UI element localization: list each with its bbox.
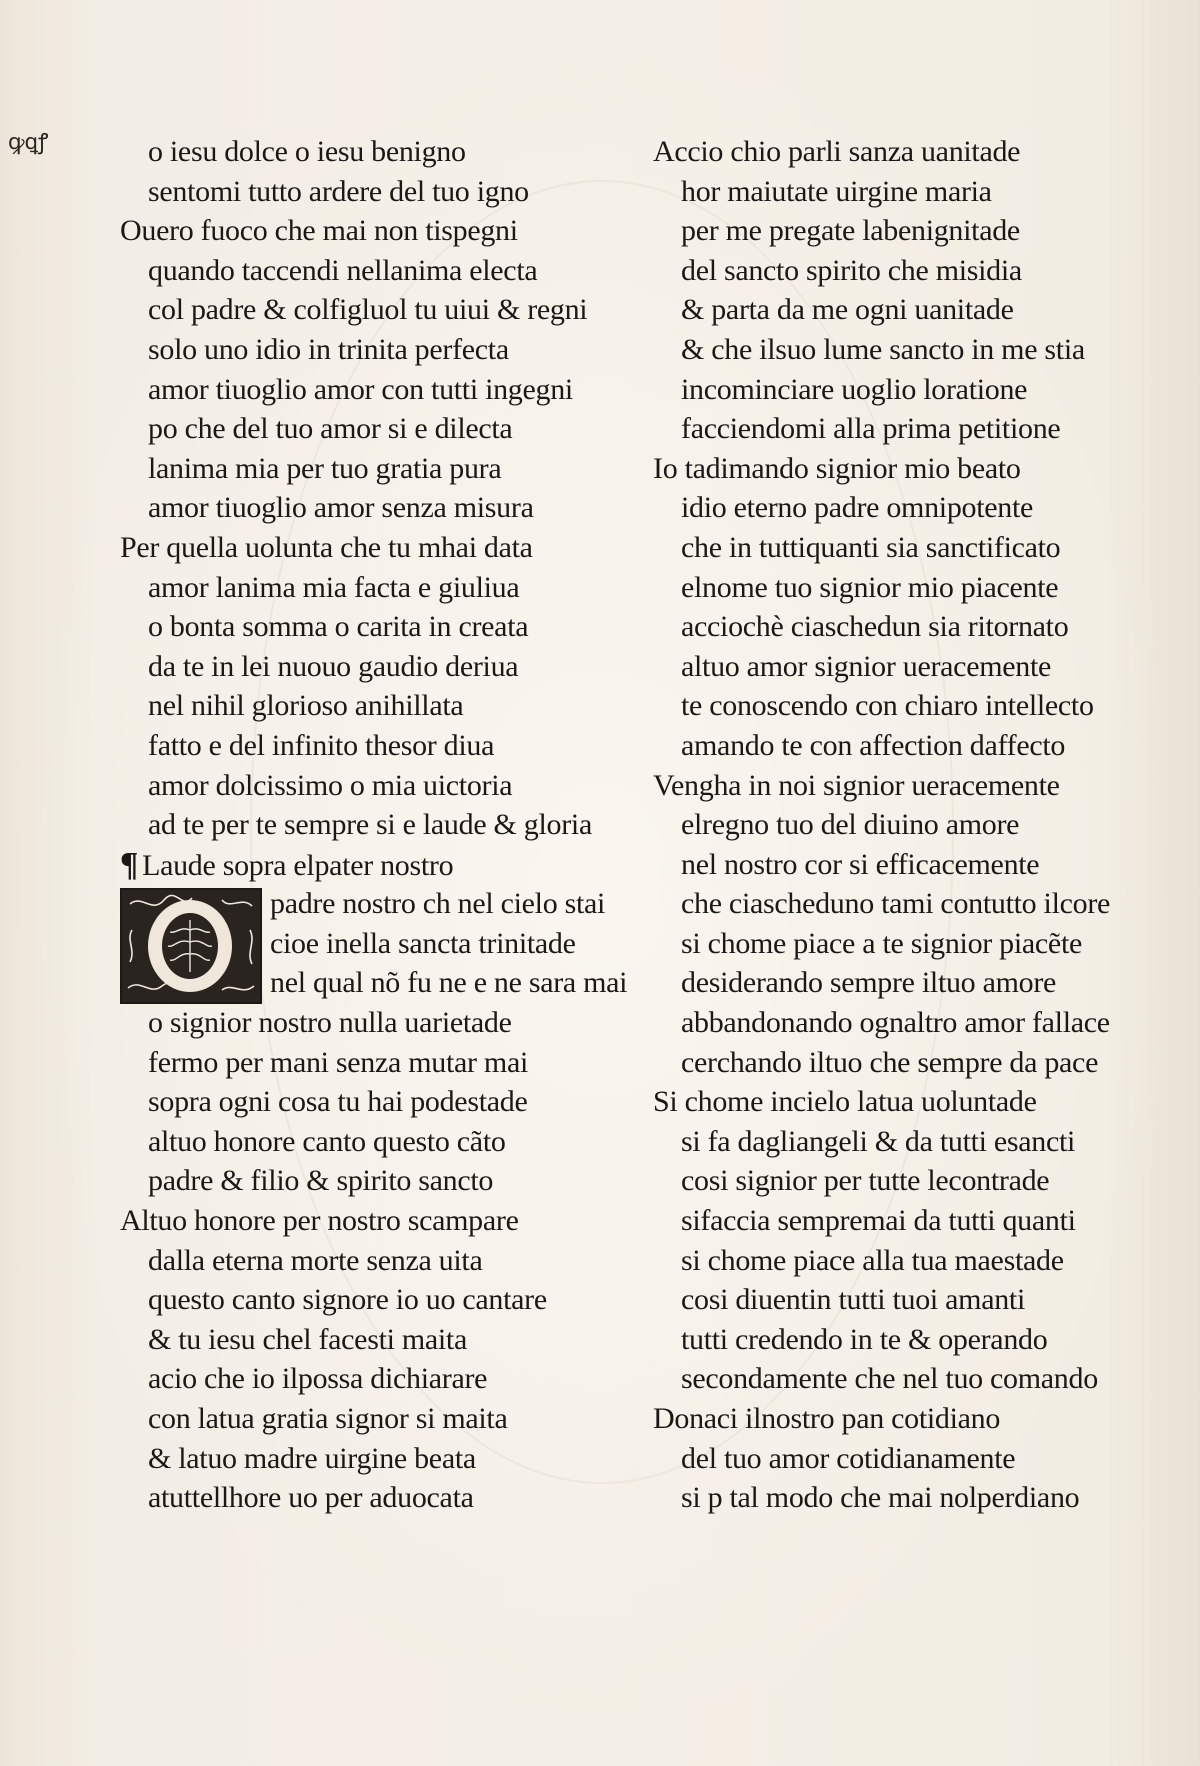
verse-line: solo uno idio in trinita perfecta	[148, 332, 509, 366]
verse-line: sentomi tutto ardere del tuo igno	[148, 174, 529, 208]
verse-line: cosi diuentin tutti tuoi amanti	[681, 1283, 1025, 1317]
verse-line: da te in lei nuouo gaudio deriua	[148, 649, 519, 683]
verse-line: sifaccia sempremai da tutti quanti	[681, 1204, 1076, 1238]
verse-line: Ouero fuoco che mai non tispegni	[120, 214, 518, 248]
verse-line: hor maiutate uirgine maria	[681, 174, 992, 208]
verse-line: cioe inella sancta trinitade	[270, 926, 576, 960]
verse-line: incominciare uoglio loratione	[681, 372, 1028, 406]
verse-line: amando te con affection daffecto	[681, 728, 1066, 762]
verse-line: che in tuttiquanti sia sanctificato	[681, 530, 1061, 564]
marginal-annotation: ꝙꝗꝭ	[8, 129, 49, 154]
section-heading	[120, 845, 640, 885]
verse-line: amor dolcissimo o mia uictoria	[148, 768, 513, 802]
verse-line: nel qual nõ fu ne e ne sara mai	[270, 966, 628, 1000]
verse-line: lanima mia per tuo gratia pura	[148, 451, 502, 485]
left-column	[120, 132, 640, 1518]
verse-line: questo canto signore io uo cantare	[148, 1283, 547, 1317]
pilcrow-mark: ¶	[120, 845, 139, 883]
verse-line: & parta da me ogni uanitade	[681, 293, 1014, 327]
verse-line: abbandonando ognaltro amor fallace	[681, 1006, 1110, 1040]
verse-line: sopra ogni cosa tu hai podestade	[148, 1085, 528, 1119]
verse-line: Altuo honore per nostro scampare	[120, 1204, 519, 1238]
right-column-verses	[653, 132, 1173, 1518]
verse-line: si chome piace a te signior piacẽte	[681, 926, 1082, 960]
verse-line: padre nostro ch nel cielo stai	[270, 887, 606, 921]
verse-line: amor tiuoglio amor senza misura	[148, 491, 534, 525]
verse-line: acio che io ilpossa dichiarare	[148, 1362, 488, 1396]
verse-line: facciendomi alla prima petitione	[681, 412, 1061, 446]
woodcut-initial-o	[120, 888, 262, 1004]
verse-line: fatto e del infinito thesor diua	[148, 728, 495, 762]
verse-line: dalla eterna morte senza uita	[148, 1243, 483, 1277]
verse-line: amor tiuoglio amor con tutti ingegni	[148, 372, 573, 406]
verse-line: del sancto spirito che misidia	[681, 253, 1022, 287]
verse-line: ad te per te sempre si e laude & gloria	[148, 808, 592, 842]
left-column-verses	[120, 132, 640, 845]
verse-line: si fa dagliangeli & da tutti esancti	[681, 1124, 1076, 1158]
left-column-verses-continued	[120, 1003, 640, 1518]
right-column	[653, 132, 1173, 1518]
verse-line: Si chome incielo latua uoluntade	[653, 1085, 1037, 1119]
verse-line: nel nostro cor si efficacemente	[681, 847, 1040, 881]
verse-line: o iesu dolce o iesu benigno	[148, 135, 466, 168]
verse-line: per me pregate labenignitade	[681, 214, 1020, 248]
verse-line: altuo amor signior ueracemente	[681, 649, 1052, 683]
verse-line: padre & filio & spirito sancto	[148, 1164, 494, 1198]
verse-line: po che del tuo amor si e dilecta	[148, 412, 513, 446]
verse-line: che ciascheduno tami contutto ilcore	[681, 887, 1111, 921]
verse-line: amor lanima mia facta e giuliua	[148, 570, 520, 604]
verse-line: cerchando iltuo che sempre da pace	[681, 1045, 1099, 1079]
verse-line: col padre & colfigluol tu uiui & regni	[148, 293, 588, 327]
verse-line: con latua gratia signor si maita	[148, 1402, 508, 1435]
verse-line: & tu iesu chel facesti maita	[148, 1322, 467, 1356]
section-heading-text: Laude sopra elpater nostro	[142, 848, 454, 882]
verse-line: & che ilsuo lume sancto in me stia	[681, 332, 1085, 366]
initial-block	[120, 884, 640, 1003]
verse-line: Io tadimando signior mio beato	[653, 451, 1021, 485]
verse-line: quando taccendi nellanima electa	[148, 253, 538, 287]
verse-line: Accio chio parli sanza uanitade	[653, 135, 1021, 168]
verse-line: o signior nostro nulla uarietade	[148, 1006, 512, 1040]
verse-line: altuo honore canto questo cãto	[148, 1124, 506, 1158]
verse-line: desiderando sempre iltuo amore	[681, 966, 1057, 1000]
verse-line: Donaci ilnostro pan cotidiano	[653, 1402, 1001, 1435]
verse-line: o bonta somma o carita in creata	[148, 610, 529, 644]
verse-line: si p tal modo che mai nolperdiano	[681, 1481, 1080, 1515]
verse-line: elnome tuo signior mio piacente	[681, 570, 1059, 604]
verse-line: si chome piace alla tua maestade	[681, 1243, 1064, 1277]
verse-line: fermo per mani senza mutar mai	[148, 1045, 529, 1079]
verse-line: secondamente che nel tuo comando	[681, 1362, 1098, 1396]
verse-line: Vengha in noi signior ueracemente	[653, 768, 1060, 802]
verse-line: idio eterno padre omnipotente	[681, 491, 1034, 525]
verse-line: atuttellhore uo per aduocata	[148, 1481, 474, 1515]
verse-line: tutti credendo in te & operando	[681, 1322, 1048, 1356]
verse-line: te conoscendo con chiaro intellecto	[681, 689, 1094, 723]
verse-line: cosi signior per tutte lecontrade	[681, 1164, 1050, 1198]
verse-line: & latuo madre uirgine beata	[148, 1441, 476, 1475]
verse-line: Per quella uolunta che tu mhai data	[120, 530, 533, 564]
verse-line: nel nihil glorioso anihillata	[148, 689, 464, 723]
verse-line: elregno tuo del diuino amore	[681, 808, 1020, 842]
verse-line: acciochè ciaschedun sia ritornato	[681, 610, 1069, 644]
verse-line: del tuo amor cotidianamente	[681, 1441, 1016, 1475]
